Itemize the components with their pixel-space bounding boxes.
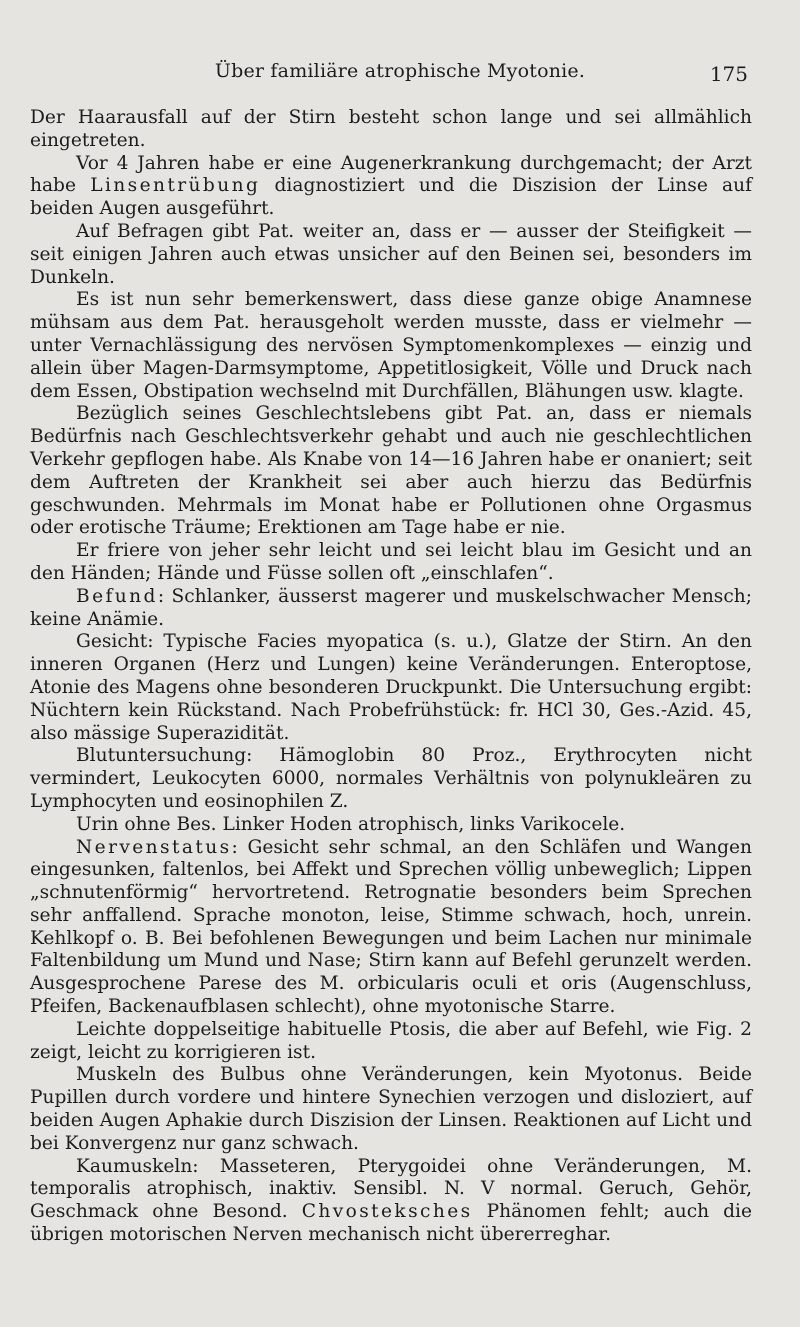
text-run: Urin ohne Bes. Linker Hoden atrophisch, links Varikocele. [76, 813, 626, 835]
paragraph [30, 1064, 752, 1155]
text-run: : Gesicht sehr schmal, an den Schläfen und Wangen eingesunken, faltenlos, bei Affekt und Sprechen völlig unbeweglich; Lippen „schnutenförmig“ hervortretend. Retrognatie besonders beim Sprechen sehr anffallend. Sprache monoton, leise, Stimme schwach, hoch, unrein. Kehlkopf o. B. Bei befohlenen Bewegungen und beim Lachen nur minimale Faltenbildung um Mund und Nase; Stirn kann auf Befehl gerunzelt werden. Ausgesprochene Parese des M. orbicularis oculi et oris (Augenschluss, Pfeifen, Backenaufblasen schlecht), ohne myotonische Starre. [30, 836, 752, 1018]
page-header [0, 50, 800, 86]
paragraph [30, 631, 752, 745]
paragraph [30, 107, 752, 153]
text-run: Es ist nun sehr bemerkenswert, dass diese ganze obige Anamnese mühsam aus dem Pat. herausgeholt werden musste, dass er vielmehr — unter Vernachlässigung des nervösen Symptomenkomplexes — einzig und allein über Magen-Darmsymptome, Appetitlosigkeit, Völle und Druck nach dem Essen, Obstipation wechselnd mit Durchfällen, Blähungen usw. klagte. [30, 289, 752, 402]
spaced-term: Chvosteksches [301, 1201, 473, 1223]
text-run: Gesicht: Typische Facies myopatica (s. u.), Glatze der Stirn. An den inneren Organen (Herz und Lungen) keine Veränderungen. Enteroptose, Atonie des Magens ohne besonderen Druckpunkt. Die Untersuchung ergibt: Nüchtern kein Rückstand. Nach Probefrühstück: fr. HCl 30, Ges.-Azid. 45, also mässige Superazidität. [30, 631, 752, 744]
text-run: : Schlanker, äusserst magerer und muskelschwacher Mensch; keine Anämie. [30, 585, 752, 630]
paragraph [30, 1156, 752, 1247]
text-run: Er friere von jeher sehr leicht und sei leicht blau im Gesicht und an den Händen; Hände und Füsse sollen oft „einschlafen“. [30, 540, 752, 584]
body-text [30, 107, 752, 1247]
text-run: Bezüglich seines Geschlechtslebens gibt Pat. an, dass er niemals Bedürfnis nach Geschlechtsverkehr gehabt und auch nie geschlechtlichen Verkehr gepflogen habe. Als Knabe von 14—16 Jahren habe er onaniert; seit dem Auftreten der Krankheit sei aber auch hierzu das Bedürfnis geschwunden. Mehrmals im Monat habe er Pollutionen ohne Orgasmus oder erotische Träume; Erektionen am Tage habe er nie. [30, 403, 752, 539]
text-run: Muskeln des Bulbus ohne Veränderungen, kein Myotonus. Beide Pupillen durch vordere und hintere Synechien verzogen und disloziert, auf beiden Augen Aphakie durch Diszision der Linsen. Reaktionen auf Licht und bei Konvergenz nur ganz schwach. [30, 1064, 752, 1154]
paragraph [30, 586, 752, 632]
paragraph [30, 1019, 752, 1065]
text-run: Der Haarausfall auf der Stirn besteht schon lange und sei allmählich eingetreten. [30, 107, 752, 151]
text-run: Blutuntersuchung: Hämoglobin 80 Proz., Erythrocyten nicht vermindert, Leukocyten 6000, normales Verhältnis von polynukleären zu Lymphocyten und eosinophilen Z. [30, 745, 752, 812]
paragraph [30, 540, 752, 586]
text-run: Kaumuskeln: Masseteren, Pterygoidei ohne Veränderungen, M. temporalis atrophisch, inaktiv. Sensibl. N. V normal. Geruch, Gehör, Geschmack ohne Besond. [30, 1155, 752, 1223]
paragraph [30, 153, 752, 221]
paragraph [30, 837, 752, 1019]
spaced-term: Befund [76, 585, 158, 607]
paragraph [30, 289, 752, 403]
paragraph [30, 403, 752, 540]
text-run: Vor 4 Jahren habe er eine Augenerkrankung durchgemacht; der Arzt habe [30, 152, 752, 197]
paragraph [30, 745, 752, 813]
spaced-term: Nervenstatus [76, 836, 232, 858]
paragraph [30, 221, 752, 289]
text-run: Auf Befragen gibt Pat. weiter an, dass er — ausser der Steifigkeit — seit einigen Jahren auch etwas unsicher auf den Beinen sei, besonders im Dunkeln. [30, 220, 752, 288]
text-run: Leichte doppelseitige habituelle Ptosis, die aber auf Befehl, wie Fig. 2 zeigt, leicht zu korrigieren ist. [30, 1018, 752, 1063]
text-run: diagnostiziert und die Diszision der Linse auf beiden Augen ausgeführt. [30, 175, 752, 220]
spaced-term: Linsentrübung [90, 175, 261, 197]
running-title: Über familiäre atrophische Myotonie. [214, 60, 586, 82]
paragraph [30, 814, 752, 837]
page-number: 175 [709, 62, 748, 86]
text-run: Phänomen fehlt; auch die übrigen motorischen Nerven mechanisch nicht übererreghar. [30, 1201, 752, 1246]
